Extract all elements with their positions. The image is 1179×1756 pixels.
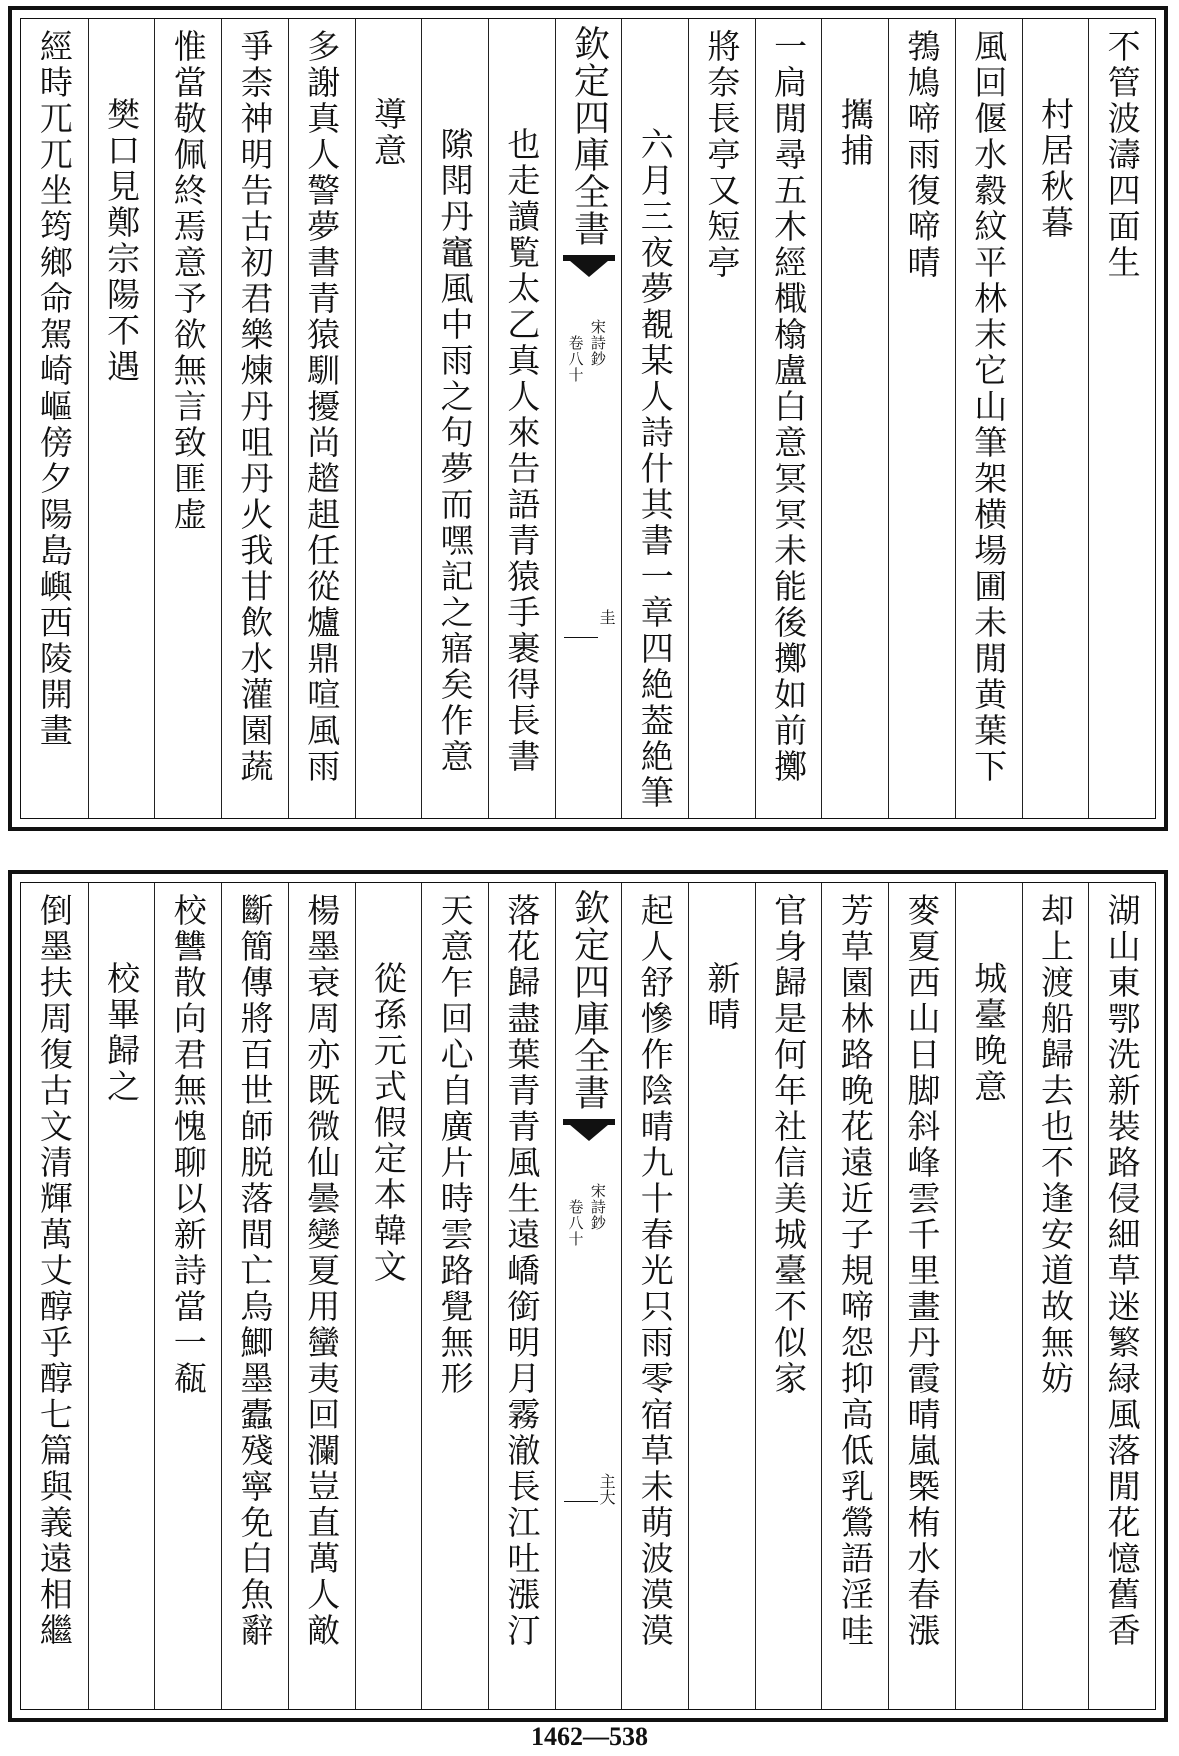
poem-heading: 新晴 <box>702 961 742 1033</box>
page-number: 1462—538 <box>531 1722 648 1751</box>
poem-heading: 也走讀覧太乙真人來告語青猿手裹得長書 <box>502 127 542 775</box>
text-column <box>821 19 888 818</box>
text-column <box>1088 19 1155 818</box>
poem-heading: 𢹂捕 <box>835 97 875 169</box>
upper-page-columns <box>21 19 1155 818</box>
poem-line: 天意乍回心自廣片時雲路覺無形 <box>435 893 475 1397</box>
text-column <box>755 19 822 818</box>
volume-number: 卷八十 <box>566 1199 585 1247</box>
poem-line: 官身歸是何年社信美城臺不似家 <box>769 893 809 1397</box>
poem-line: 楊墨衰周亦既微仙曇變夏用蠻夷回瀾豈直萬人敵 <box>302 893 342 1649</box>
text-column <box>88 19 155 818</box>
poem-line: 爭柰神明告古初君樂煉丹咀丹火我甘飲水灌園蔬 <box>235 29 275 785</box>
text-column <box>154 883 221 1709</box>
poem-line: 芳草園林路晚花遠近子規啼怨抑高低乳鶯語淫哇 <box>835 893 875 1649</box>
text-column <box>88 883 155 1709</box>
center-margin-column <box>555 19 622 818</box>
poem-line: 風回偃水縠紋平林末它山筆架横場圃未閒黄葉下 <box>969 29 1009 785</box>
poem-heading: 城臺晚意 <box>969 961 1009 1105</box>
upper-page-frame <box>20 18 1156 819</box>
text-column <box>888 19 955 818</box>
text-column <box>21 19 88 818</box>
poem-heading: 從孫元式假定本韓文 <box>368 961 408 1285</box>
text-column <box>221 883 288 1709</box>
upper-page <box>8 6 1168 831</box>
folio-rule <box>564 637 598 638</box>
text-column <box>688 883 755 1709</box>
text-column <box>955 19 1022 818</box>
folio-number: 圭 <box>597 609 617 625</box>
poem-line: 將奈長亭又短亭 <box>702 29 742 281</box>
text-column <box>755 883 822 1709</box>
poem-heading: 樊口見鄭宗陽不遇 <box>102 97 142 385</box>
text-column <box>488 883 555 1709</box>
poem-heading: 村居秋暮 <box>1035 97 1075 241</box>
poem-heading: 𨻶閗丹竈風中雨之句夢而嘿記之寤矣作意 <box>435 127 475 775</box>
poem-line: 麥夏西山日脚斜峰雲千里畫丹霞晴嵐㮣栯水春漲 <box>902 893 942 1649</box>
poem-line: 惟當敬佩終焉意予欲無言致匪虚 <box>168 29 208 533</box>
lower-page-frame <box>20 882 1156 1710</box>
text-column <box>621 19 688 818</box>
book-title-small: 宋詩鈔 <box>588 319 607 367</box>
text-column <box>421 883 488 1709</box>
collection-title: 欽定四庫全書 <box>568 889 610 1111</box>
text-column <box>154 19 221 818</box>
poem-line: 不管波濤四面生 <box>1102 29 1142 281</box>
text-column <box>288 883 355 1709</box>
text-column <box>955 883 1022 1709</box>
lower-page-columns <box>21 883 1155 1709</box>
folio-rule <box>564 1501 598 1502</box>
lower-page <box>8 870 1168 1722</box>
poem-heading: 導意 <box>368 97 408 169</box>
text-column <box>888 883 955 1709</box>
fishtail-mark <box>563 255 615 277</box>
text-column <box>821 883 888 1709</box>
text-column <box>688 19 755 818</box>
book-title-small: 宋詩鈔 <box>588 1183 607 1231</box>
text-column <box>355 19 422 818</box>
text-column <box>1022 19 1089 818</box>
poem-line: 倒墨扶周復古文清輝萬丈醇乎醇七篇與義遠相繼 <box>34 893 74 1649</box>
text-column <box>288 19 355 818</box>
poem-heading: 校畢歸之 <box>102 961 142 1105</box>
center-margin-column <box>555 883 622 1709</box>
poem-heading: 六月三夜夢覩某人詩什其書一章四絶葢絶筆 <box>635 127 675 811</box>
poem-line: 斷簡傳將百世師脱落間亡烏鯽墨蠹殘寧免白魚辭 <box>235 893 275 1649</box>
text-column <box>221 19 288 818</box>
volume-number: 卷八十 <box>566 335 585 383</box>
text-column <box>21 883 88 1709</box>
folio-number: 主大 <box>597 1473 617 1505</box>
poem-line: 經時兀兀坐筠鄉命駕崎嶇傍夕陽島嶼西陵開畫 <box>34 29 74 749</box>
text-column <box>421 19 488 818</box>
text-column <box>621 883 688 1709</box>
poem-line: 多謝真人警夢書青猿馴擾尚趦趄任從爐鼎喧風雨 <box>302 29 342 785</box>
fishtail-mark <box>563 1119 615 1141</box>
poem-line: 鵓鳩啼雨復啼晴 <box>902 29 942 281</box>
text-column <box>1088 883 1155 1709</box>
text-column <box>488 19 555 818</box>
poem-line: 校讐散向君無愧聊以新詩當一瓻 <box>168 893 208 1397</box>
poem-line: 一扃閒尋五木經檝㯓盧白意冥冥未能後擲如前擲 <box>769 29 809 785</box>
collection-title: 欽定四庫全書 <box>568 25 610 247</box>
poem-line: 落花歸盡葉青青風生遠嶠銜明月霧澈長江吐漲汀 <box>502 893 542 1649</box>
poem-line: 起人舒慘作陰晴九十春光只雨零宿草未萌波漠漠 <box>635 893 675 1649</box>
text-column <box>1022 883 1089 1709</box>
text-column <box>355 883 422 1709</box>
poem-line: 却上渡船歸去也不逢安道故無妨 <box>1035 893 1075 1397</box>
poem-line: 湖山東鄂洗新裝路侵細草迷繁緑風落閒花憶舊香 <box>1102 893 1142 1649</box>
